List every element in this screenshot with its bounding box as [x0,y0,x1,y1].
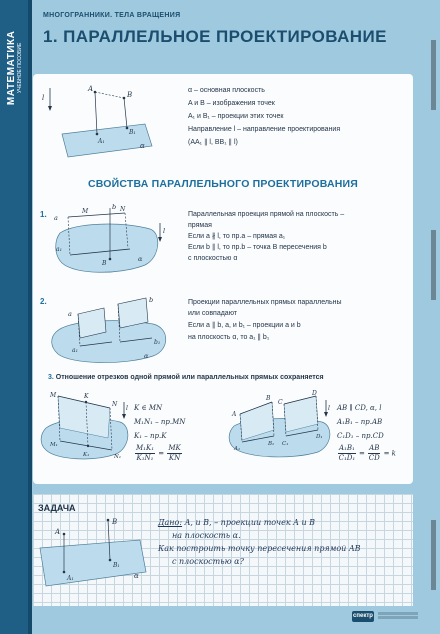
formula-line: M₁N₁ – пр.MN [134,418,186,426]
numerator: AB [369,444,380,452]
definition-line: α – основная плоскость [188,87,265,94]
formula-line: A₁B₁ – пр.AB [337,418,383,426]
label-b: b [112,203,117,211]
numerator: M₁K₁ [136,444,155,452]
label-alpha: α [138,255,143,263]
label-A1: A₁ [98,138,105,145]
definition-line: A и B – изображения точек [188,100,275,107]
page-title: 1. ПАРАЛЛЕЛЬНОЕ ПРОЕКТИРОВАНИЕ [43,27,387,46]
property1-line: прямая [188,222,212,229]
ratio-formula [337,444,396,463]
task-line: Как построить точку пересечения прямой AB [158,544,361,553]
label-B: B [266,395,271,402]
label-a1: a₁ [56,246,62,253]
label-l: l [163,227,166,235]
formula-line: K₁ – пр.K [134,432,167,440]
label-C1: C₁ [282,441,289,447]
label-B: B [102,260,107,267]
label-l: l [126,405,128,412]
sidebar [0,0,28,634]
label-B: B [112,518,118,526]
label-b1: b₁ [154,339,161,346]
label-C: C [278,399,283,406]
label-D: D [312,390,317,397]
property-number: 2. [40,297,47,306]
property1-line: Параллельная проекция прямой на плоскость – [188,211,345,218]
property-number: 1. [40,210,47,219]
equals-sign: = [359,449,365,458]
right-edge-tab [431,520,436,590]
label-N1: N₁ [114,454,122,460]
label-a: a [54,214,58,222]
label-B1: B₁ [113,562,120,569]
formula-line: C₁D₁ – пр.CD [337,432,384,440]
equals-sign: = [158,449,165,458]
fraction [368,444,380,463]
formula-line: K ∈ MN [134,404,163,412]
task-line: на плоскость α. [172,531,241,540]
definition-line: Направление l – направление проектирования [188,126,341,133]
label-B1: B₁ [129,129,136,136]
denominator: K₁N₁ [136,454,154,462]
property3-text: Отношение отрезков одной прямой или параллельных прямых сохраняется [55,374,324,381]
formula-line: AB ∥ CD, α, l [337,404,382,412]
label-l: l [328,405,330,412]
sidebar-strip [28,0,32,634]
fraction [338,444,356,463]
task-text [158,516,408,568]
fraction [135,444,155,463]
property1-line: с плоскостью α [188,255,238,262]
property2-line: на плоскость α, то a₁ ∥ b₁ [188,334,270,341]
property3-right-diagram [226,390,336,466]
label-A: A [232,411,237,418]
ratio-formula [134,444,183,463]
denominator: C₁D₁ [338,454,356,462]
property2-line: Проекции параллельных прямых параллельны [188,299,342,306]
task-line [158,516,408,529]
label-A: A [88,85,94,93]
definition-line: (AA₁ ∥ l, BB₁ ∥ l) [188,139,238,146]
ratio-k: = k [383,449,396,458]
label-M1: M₁ [50,442,58,448]
property-number: 3. [48,374,54,381]
right-edge-tab [431,40,436,110]
label-alpha: α [144,352,149,360]
label-alpha: α [140,142,145,150]
sidebar-note: УЧЕБНОЕ ПОСОБИЕ [16,42,23,94]
publisher-logo: спектр [352,611,374,622]
task-diagram [36,514,154,602]
sidebar-subject: МАТЕМАТИКА [6,30,18,106]
label-D1: D₁ [316,434,323,440]
given-text: A, и B, – проекции точек A и B [184,518,316,527]
property2-line: Если a ∥ b, a, и b₁ – проекции a и b [188,322,301,329]
label-A: A [55,528,61,536]
label-alpha: α [134,572,139,580]
label-K1: K₁ [83,452,90,458]
property2-diagram [48,292,178,370]
label-B1: B₁ [268,441,275,447]
numerator: MK [168,444,181,452]
label-N: N [120,206,126,213]
task-line: с плоскостью α? [172,557,244,566]
fraction [167,444,181,463]
denominator: KN [168,454,181,462]
property1-diagram [50,203,175,281]
label-b: b [149,296,154,304]
property2-line: или совпадают [188,310,238,317]
label-A1: A₁ [67,575,74,582]
label-M: M [82,208,89,215]
label-N: N [112,401,118,408]
right-edge-tab [431,230,436,300]
label-a: a [68,310,72,318]
label-K: K [84,393,89,400]
arrow-l [120,400,132,422]
property3-statement [48,374,324,381]
property3-left-diagram [38,386,133,466]
section-heading: МНОГОГРАННИКИ. ТЕЛА ВРАЩЕНИЯ [43,12,181,19]
label-a1: a₁ [72,347,78,354]
imprint-lines [378,612,418,615]
definition-line: A₁ и B₁ – проекции этих точек [188,113,284,120]
denominator: CD [368,454,380,462]
numerator: A₁B₁ [339,444,355,452]
label-M: M [50,392,57,399]
properties-title: СВОЙСТВА ПАРАЛЛЕЛЬНОГО ПРОЕКТИРОВАНИЯ [87,178,359,190]
sidebar-text [7,13,23,123]
label-B: B [127,91,133,99]
property1-line: Если a ∦ l, то пр.a – прямая a₁ [188,233,286,240]
label-l: l [42,94,45,102]
definition-diagram [40,82,170,162]
label-A1: A₁ [234,446,241,452]
property1-line: Если b ∥ l, то пр.b – точка B пересечения b [188,244,327,251]
given-label: Дано: [158,518,183,527]
task-title: ЗАДАЧА [38,503,76,513]
